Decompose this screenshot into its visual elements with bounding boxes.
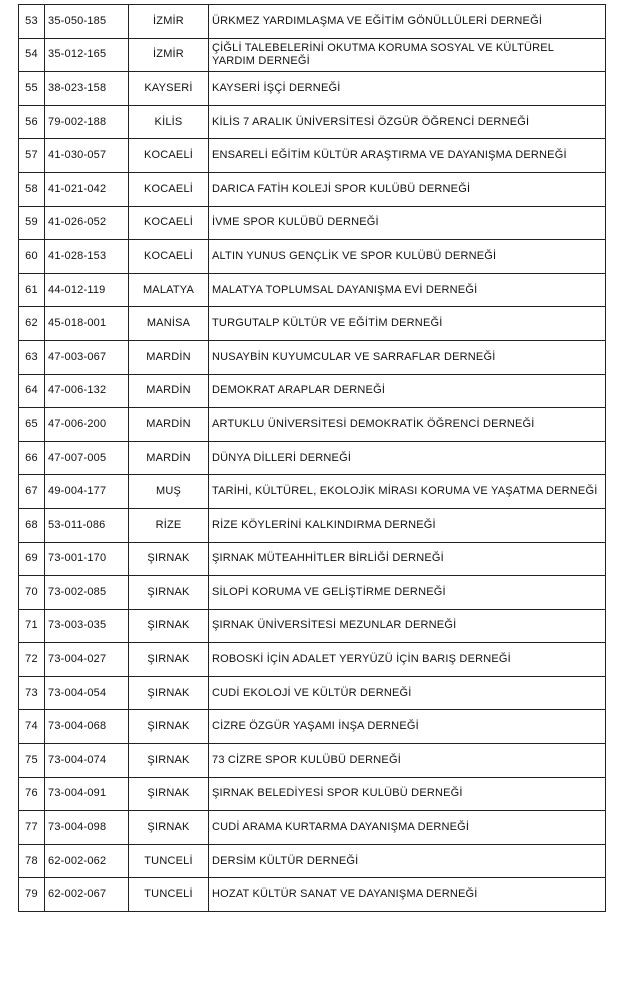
province-cell: MALATYA xyxy=(129,273,209,307)
registration-code-cell: 41-030-057 xyxy=(45,139,129,173)
province-cell: ŞIRNAK xyxy=(129,609,209,643)
registration-code-cell: 35-012-165 xyxy=(45,38,129,72)
row-number-cell: 70 xyxy=(19,576,45,610)
province-cell: MANİSA xyxy=(129,307,209,341)
table-row xyxy=(19,340,606,374)
province-cell: TUNCELİ xyxy=(129,878,209,912)
registration-code-cell: 41-026-052 xyxy=(45,206,129,240)
registration-code-cell: 73-003-035 xyxy=(45,609,129,643)
association-name-cell: DERSİM KÜLTÜR DERNEĞİ xyxy=(209,844,606,878)
association-name-cell: ŞIRNAK BELEDİYESİ SPOR KULÜBÜ DERNEĞİ xyxy=(209,777,606,811)
province-cell: ŞIRNAK xyxy=(129,643,209,677)
association-table-body xyxy=(19,5,606,912)
row-number-cell: 58 xyxy=(19,172,45,206)
association-name-cell: ARTUKLU ÜNİVERSİTESİ DEMOKRATİK ÖĞRENCİ DERNEĞİ xyxy=(209,408,606,442)
row-number-cell: 68 xyxy=(19,508,45,542)
registration-code-cell: 62-002-067 xyxy=(45,878,129,912)
row-number-cell: 61 xyxy=(19,273,45,307)
row-number-cell: 77 xyxy=(19,811,45,845)
registration-code-cell: 47-006-132 xyxy=(45,374,129,408)
table-row xyxy=(19,609,606,643)
registration-code-cell: 73-002-085 xyxy=(45,576,129,610)
association-name-cell: CİZRE ÖZGÜR YAŞAMI İNŞA DERNEĞİ xyxy=(209,710,606,744)
row-number-cell: 67 xyxy=(19,475,45,509)
registration-code-cell: 47-006-200 xyxy=(45,408,129,442)
province-cell: MARDİN xyxy=(129,408,209,442)
table-row xyxy=(19,710,606,744)
row-number-cell: 73 xyxy=(19,676,45,710)
association-name-cell: CUDİ EKOLOJİ VE KÜLTÜR DERNEĞİ xyxy=(209,676,606,710)
row-number-cell: 54 xyxy=(19,38,45,72)
province-cell: TUNCELİ xyxy=(129,844,209,878)
row-number-cell: 57 xyxy=(19,139,45,173)
province-cell: KOCAELİ xyxy=(129,172,209,206)
association-name-cell: ÇİĞLİ TALEBELERİNİ OKUTMA KORUMA SOSYAL VE KÜLTÜREL YARDIM DERNEĞİ xyxy=(209,38,606,72)
registration-code-cell: 45-018-001 xyxy=(45,307,129,341)
row-number-cell: 53 xyxy=(19,5,45,39)
association-name-cell: KAYSERİ İŞÇİ DERNEĞİ xyxy=(209,72,606,106)
table-row xyxy=(19,878,606,912)
table-row xyxy=(19,273,606,307)
registration-code-cell: 73-004-091 xyxy=(45,777,129,811)
row-number-cell: 72 xyxy=(19,643,45,677)
row-number-cell: 63 xyxy=(19,340,45,374)
table-row xyxy=(19,643,606,677)
table-row xyxy=(19,811,606,845)
association-name-cell: ÜRKMEZ YARDIMLAŞMA VE EĞİTİM GÖNÜLLÜLERİ DERNEĞİ xyxy=(209,5,606,39)
registration-code-cell: 73-004-027 xyxy=(45,643,129,677)
association-name-cell: CUDİ ARAMA KURTARMA DAYANIŞMA DERNEĞİ xyxy=(209,811,606,845)
province-cell: KOCAELİ xyxy=(129,206,209,240)
registration-code-cell: 73-004-068 xyxy=(45,710,129,744)
association-name-cell: İVME SPOR KULÜBÜ DERNEĞİ xyxy=(209,206,606,240)
row-number-cell: 55 xyxy=(19,72,45,106)
table-row xyxy=(19,105,606,139)
association-name-cell: MALATYA TOPLUMSAL DAYANIŞMA EVİ DERNEĞİ xyxy=(209,273,606,307)
table-row xyxy=(19,576,606,610)
association-name-cell: TARİHİ, KÜLTÜREL, EKOLOJİK MİRASI KORUMA VE YAŞATMA DERNEĞİ xyxy=(209,475,606,509)
association-name-cell: ŞIRNAK ÜNİVERSİTESİ MEZUNLAR DERNEĞİ xyxy=(209,609,606,643)
association-name-cell: 73 CİZRE SPOR KULÜBÜ DERNEĞİ xyxy=(209,744,606,778)
row-number-cell: 71 xyxy=(19,609,45,643)
table-row xyxy=(19,508,606,542)
table-row xyxy=(19,5,606,39)
registration-code-cell: 44-012-119 xyxy=(45,273,129,307)
table-row xyxy=(19,240,606,274)
province-cell: ŞIRNAK xyxy=(129,710,209,744)
association-name-cell: DARICA FATİH KOLEJİ SPOR KULÜBÜ DERNEĞİ xyxy=(209,172,606,206)
registration-code-cell: 79-002-188 xyxy=(45,105,129,139)
row-number-cell: 56 xyxy=(19,105,45,139)
row-number-cell: 65 xyxy=(19,408,45,442)
row-number-cell: 62 xyxy=(19,307,45,341)
province-cell: MUŞ xyxy=(129,475,209,509)
row-number-cell: 79 xyxy=(19,878,45,912)
province-cell: MARDİN xyxy=(129,340,209,374)
association-name-cell: ROBOSKİ İÇİN ADALET YERYÜZÜ İÇİN BARIŞ DERNEĞİ xyxy=(209,643,606,677)
registration-code-cell: 73-001-170 xyxy=(45,542,129,576)
registration-code-cell: 41-021-042 xyxy=(45,172,129,206)
province-cell: ŞIRNAK xyxy=(129,777,209,811)
row-number-cell: 75 xyxy=(19,744,45,778)
table-row xyxy=(19,307,606,341)
row-number-cell: 76 xyxy=(19,777,45,811)
table-row xyxy=(19,139,606,173)
table-row xyxy=(19,542,606,576)
association-name-cell: ALTIN YUNUS GENÇLİK VE SPOR KULÜBÜ DERNEĞİ xyxy=(209,240,606,274)
table-row xyxy=(19,374,606,408)
table-row xyxy=(19,408,606,442)
table-row xyxy=(19,475,606,509)
row-number-cell: 60 xyxy=(19,240,45,274)
association-name-cell: SİLOPİ KORUMA VE GELİŞTİRME DERNEĞİ xyxy=(209,576,606,610)
association-name-cell: ŞIRNAK MÜTEAHHİTLER BİRLİĞİ DERNEĞİ xyxy=(209,542,606,576)
association-name-cell: KİLİS 7 ARALIK ÜNİVERSİTESİ ÖZGÜR ÖĞRENCİ DERNEĞİ xyxy=(209,105,606,139)
table-row xyxy=(19,844,606,878)
province-cell: İZMİR xyxy=(129,5,209,39)
registration-code-cell: 53-011-086 xyxy=(45,508,129,542)
association-name-cell: RİZE KÖYLERİNİ KALKINDIRMA DERNEĞİ xyxy=(209,508,606,542)
association-list-page xyxy=(18,4,606,912)
row-number-cell: 74 xyxy=(19,710,45,744)
table-row xyxy=(19,676,606,710)
province-cell: MARDİN xyxy=(129,374,209,408)
association-name-cell: NUSAYBİN KUYUMCULAR VE SARRAFLAR DERNEĞİ xyxy=(209,340,606,374)
association-name-cell: DEMOKRAT ARAPLAR DERNEĞİ xyxy=(209,374,606,408)
registration-code-cell: 35-050-185 xyxy=(45,5,129,39)
row-number-cell: 66 xyxy=(19,441,45,475)
province-cell: RİZE xyxy=(129,508,209,542)
province-cell: KOCAELİ xyxy=(129,240,209,274)
registration-code-cell: 73-004-074 xyxy=(45,744,129,778)
registration-code-cell: 47-003-067 xyxy=(45,340,129,374)
row-number-cell: 59 xyxy=(19,206,45,240)
registration-code-cell: 62-002-062 xyxy=(45,844,129,878)
province-cell: KAYSERİ xyxy=(129,72,209,106)
association-name-cell: TURGUTALP KÜLTÜR VE EĞİTİM DERNEĞİ xyxy=(209,307,606,341)
registration-code-cell: 73-004-098 xyxy=(45,811,129,845)
registration-code-cell: 49-004-177 xyxy=(45,475,129,509)
province-cell: KOCAELİ xyxy=(129,139,209,173)
registration-code-cell: 73-004-054 xyxy=(45,676,129,710)
table-row xyxy=(19,38,606,72)
row-number-cell: 64 xyxy=(19,374,45,408)
row-number-cell: 78 xyxy=(19,844,45,878)
table-row xyxy=(19,206,606,240)
table-row xyxy=(19,744,606,778)
association-name-cell: HOZAT KÜLTÜR SANAT VE DAYANIŞMA DERNEĞİ xyxy=(209,878,606,912)
association-name-cell: DÜNYA DİLLERİ DERNEĞİ xyxy=(209,441,606,475)
province-cell: ŞIRNAK xyxy=(129,576,209,610)
province-cell: ŞIRNAK xyxy=(129,676,209,710)
province-cell: İZMİR xyxy=(129,38,209,72)
province-cell: ŞIRNAK xyxy=(129,542,209,576)
table-row xyxy=(19,172,606,206)
province-cell: ŞIRNAK xyxy=(129,811,209,845)
province-cell: KİLİS xyxy=(129,105,209,139)
registration-code-cell: 41-028-153 xyxy=(45,240,129,274)
table-row xyxy=(19,441,606,475)
registration-code-cell: 47-007-005 xyxy=(45,441,129,475)
association-name-cell: ENSARELİ EĞİTİM KÜLTÜR ARAŞTIRMA VE DAYANIŞMA DERNEĞİ xyxy=(209,139,606,173)
province-cell: ŞIRNAK xyxy=(129,744,209,778)
row-number-cell: 69 xyxy=(19,542,45,576)
table-row xyxy=(19,777,606,811)
province-cell: MARDİN xyxy=(129,441,209,475)
association-table xyxy=(18,4,606,912)
table-row xyxy=(19,72,606,106)
registration-code-cell: 38-023-158 xyxy=(45,72,129,106)
